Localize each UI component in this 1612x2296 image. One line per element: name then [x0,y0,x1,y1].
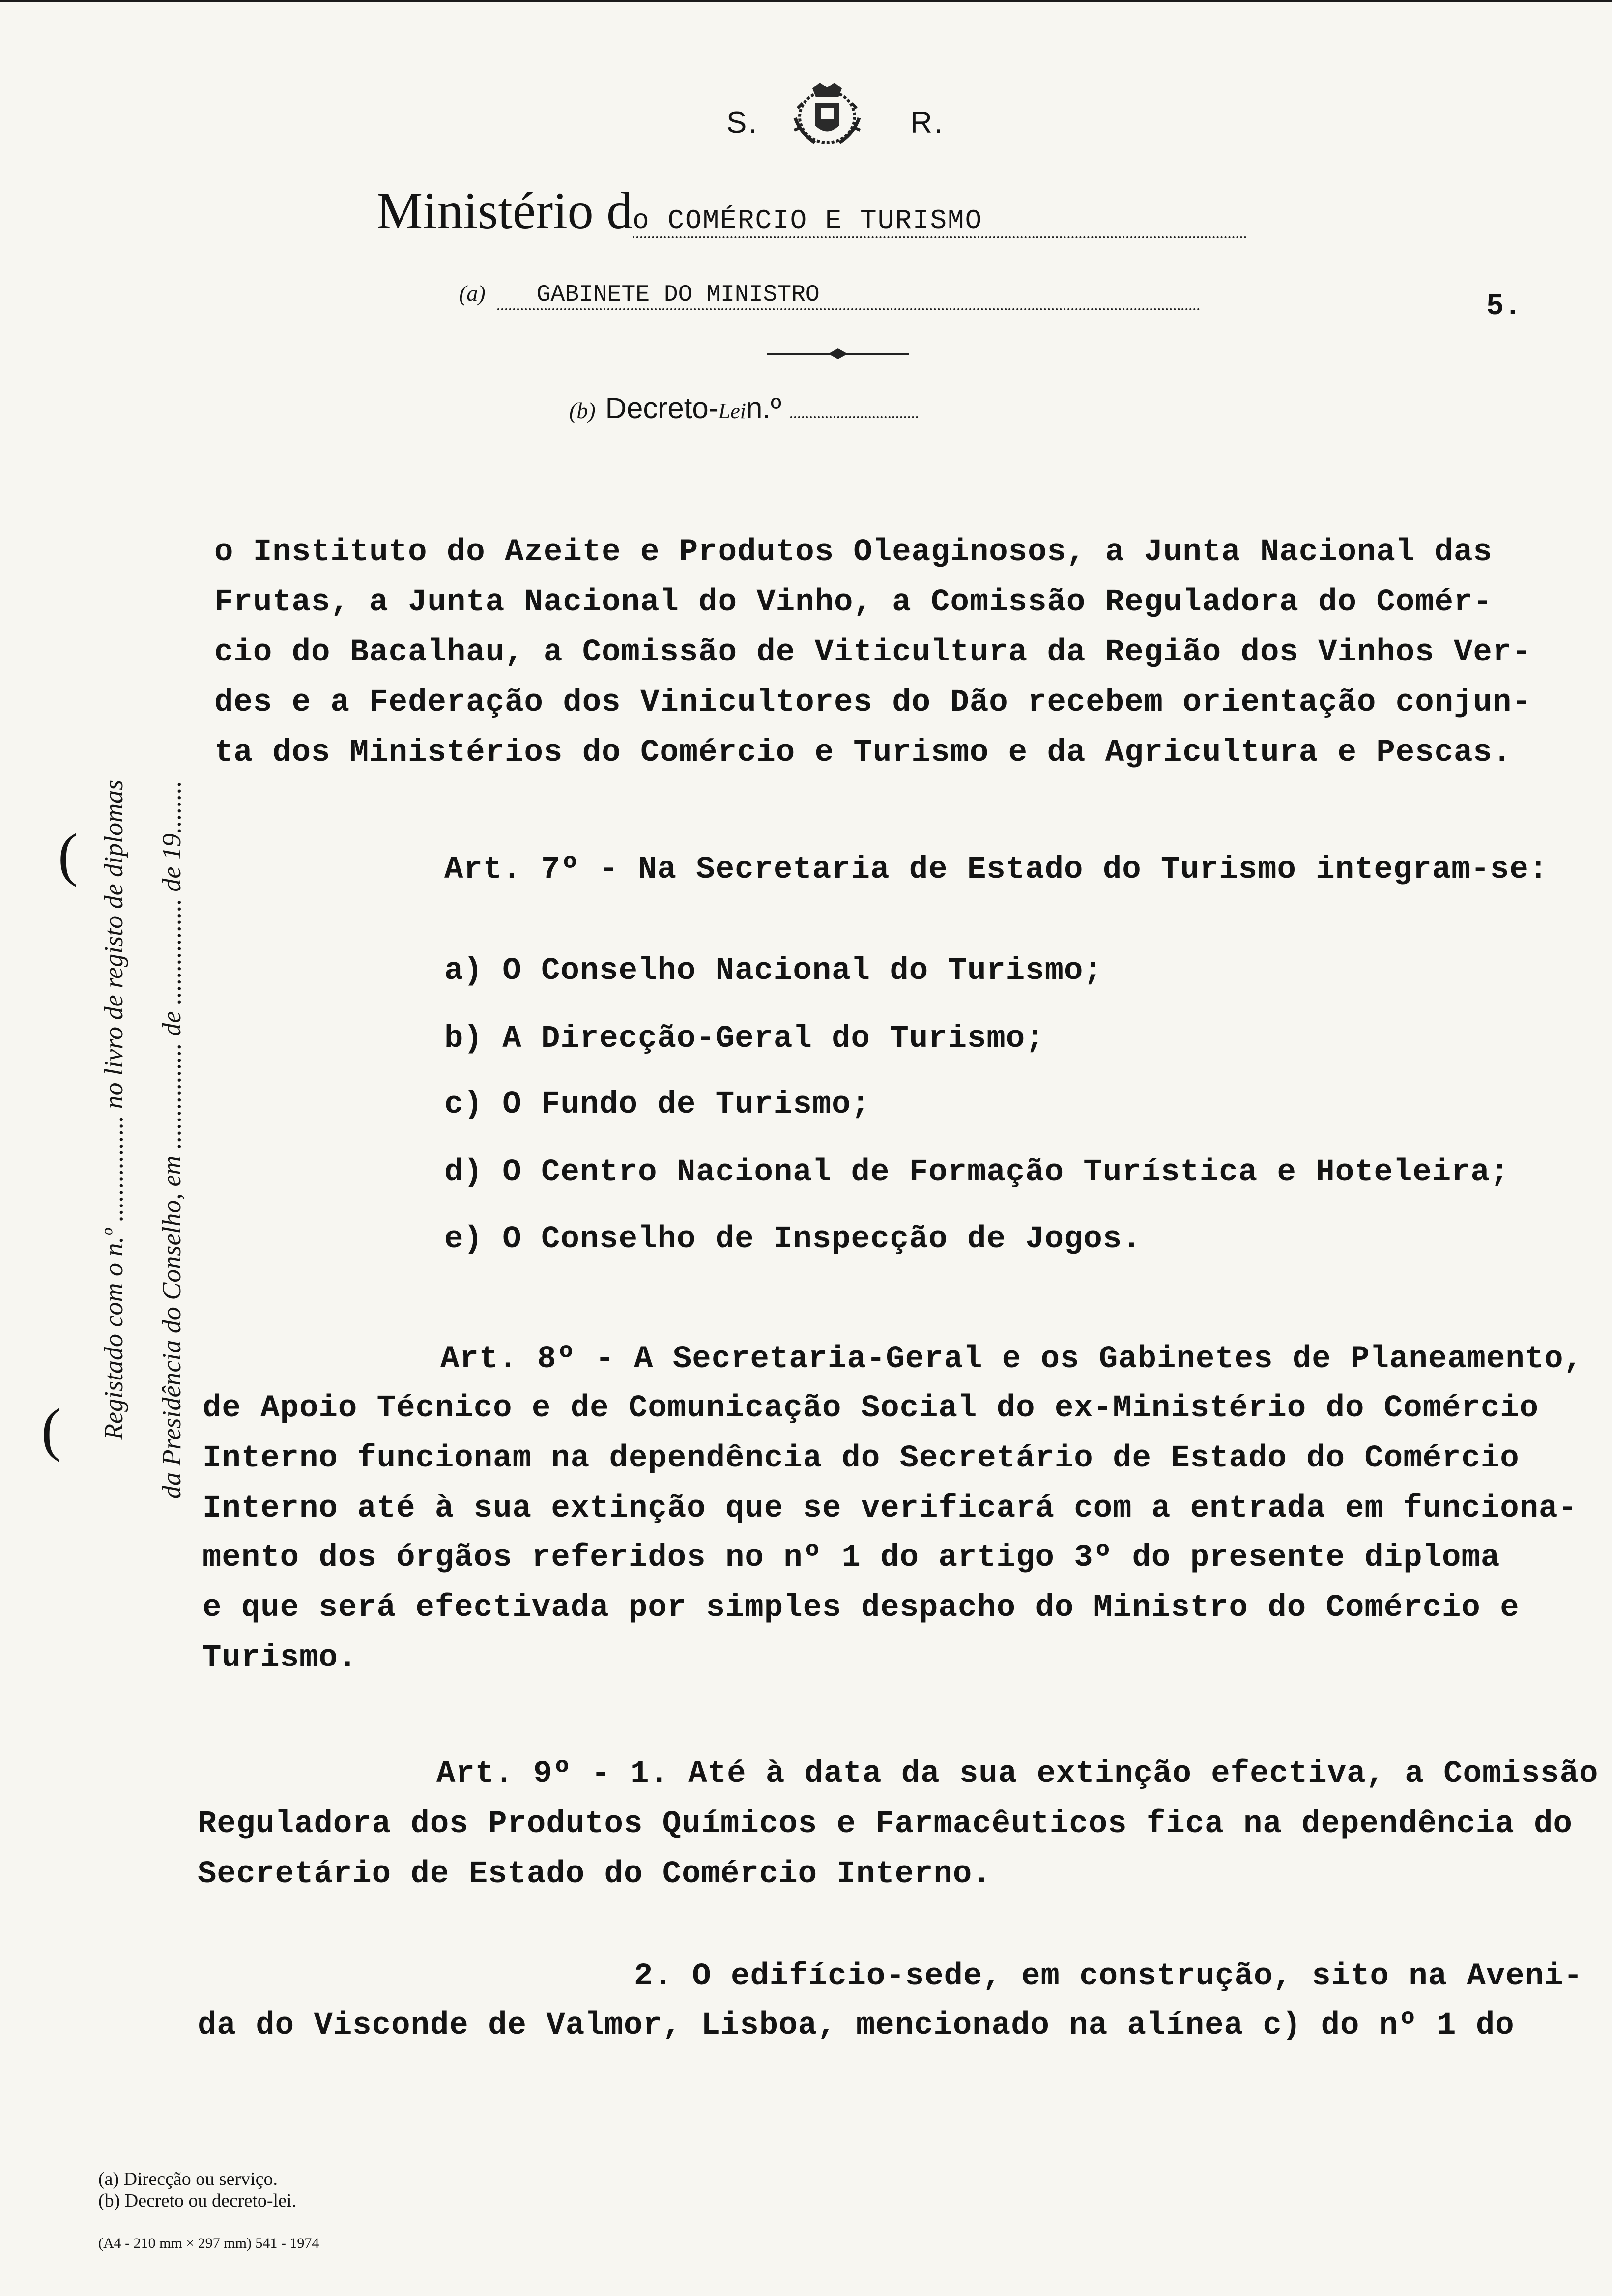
top-border [0,0,1612,2]
paragraph-line: ta dos Ministérios do Comércio e Turismo e da Agricultura e Pescas. [214,735,1512,771]
form-code: (A4 - 210 mm × 297 mm) 541 - 1974 [98,2235,319,2251]
ministry-prefix: Ministério d [376,182,633,239]
coat-of-arms-emblem [785,74,869,152]
art9-line: Secretário de Estado do Comércio Interno. [198,1857,992,1892]
art7-item: e) O Conselho de Inspecção de Jogos. [444,1222,1142,1257]
decree-handwritten: Lei [718,399,746,423]
art7-item: b) A Direcção-Geral do Turismo; [444,1021,1045,1057]
ministry-name: o COMÉRCIO E TURISMO [633,205,1247,238]
footnote-a: (a) Direcção ou serviço. [98,2169,278,2189]
bracket-bottom: ( [41,1397,61,1462]
paragraph-line: o Instituto do Azeite e Produtos Oleaginosos, a Junta Nacional das [214,535,1493,570]
decree-number-blank [790,397,918,418]
sr-left: S. [726,106,759,140]
art9-2-line: 2. O edifício-sede, em construção, sito na Aveni- [634,1959,1583,1994]
art8-line: Interno até à sua extinção que se verificará com a entrada em funciona- [202,1491,1578,1526]
art8-line: Art. 8º - A Secretaria-Geral e os Gabinetes de Planeamento, [440,1342,1583,1377]
art9-line: Reguladora dos Produtos Químicos e Farmacêuticos fica na dependência do [198,1807,1573,1842]
department-name: GABINETE DO MINISTRO [497,282,1200,310]
department-line [459,280,1200,310]
art8-line: mento dos órgãos referidos no nº 1 do artigo 3º do presente diploma [202,1540,1500,1576]
b-marker: (b) [569,398,596,423]
art8-line: e que será efectivada por simples despacho do Ministro do Comércio e [202,1590,1520,1626]
bracket-top: ( [58,822,78,887]
footnote-b: (b) Decreto ou decreto-lei. [98,2190,297,2211]
art7-heading: Art. 7º - Na Secretaria de Estado do Turismo integram-se: [444,852,1549,888]
decree-number-label: n.º [746,392,781,425]
art7-item: c) O Fundo de Turismo; [444,1087,870,1122]
art9-2-line: da do Visconde de Valmor, Lisboa, mencionado na alínea c) do nº 1 do [198,2008,1515,2043]
paragraph-line: Frutas, a Junta Nacional do Vinho, a Comissão Reguladora do Comér- [214,585,1493,620]
art7-item: a) O Conselho Nacional do Turismo; [444,953,1103,989]
art8-line: Interno funcionam na dependência do Secretário de Estado do Comércio [202,1441,1520,1476]
ministry-title [376,181,1247,241]
sr-right: R. [910,106,945,140]
art8-line: Turismo. [202,1640,358,1676]
art8-line: de Apoio Técnico e de Comunicação Social do ex-Ministério do Comércio [202,1391,1539,1426]
decree-line [569,391,918,425]
art7-item: d) O Centro Nacional de Formação Turística e Hoteleira; [444,1155,1510,1190]
a-marker: (a) [459,281,486,306]
page-number: 5. [1486,290,1522,323]
art9-line: Art. 9º - 1. Até à data da sua extinção efectiva, a Comissão [436,1756,1599,1792]
ornament-divider [767,344,909,364]
decree-label: Decreto- [605,392,719,425]
paragraph-line: des e a Federação dos Vinicultores do Dão recebem orientação conjun- [214,685,1531,720]
paragraph-line: cio do Bacalhau, a Comissão de Viticultura da Região dos Vinhos Ver- [214,635,1531,670]
registration-line-1: Registado com o n.º ................ no livro de registo de diplomas [99,779,128,1440]
registration-line-2: da Presidência do Conselho, em ................ de ................ de 19........ [157,780,186,1499]
